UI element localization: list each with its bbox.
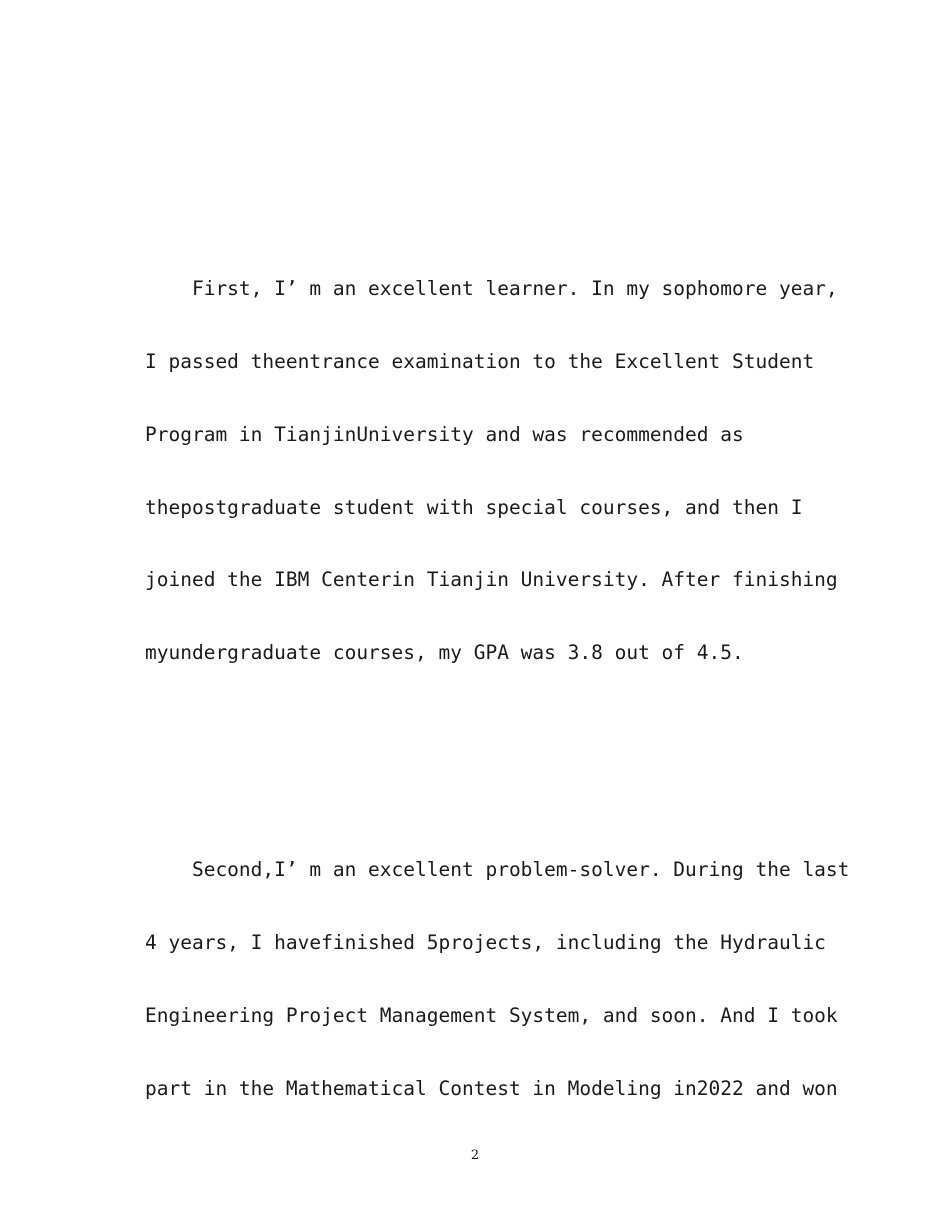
paragraph-2-line-4: part in the Mathematical Contest in Modeling in2022 and won <box>145 1077 838 1100</box>
paragraph-2-line-2: 4 years, I havefinished 5projects, including the Hydraulic <box>145 931 826 954</box>
paragraph-2-line-3: Engineering Project Management System, and soon. And I took <box>145 1004 838 1027</box>
paragraph-1-line-6: myundergraduate courses, my GPA was 3.8 out of 4.5. <box>145 641 744 664</box>
paragraph-1-line-2: I passed theentrance examination to the Excellent Student <box>145 350 815 373</box>
paragraph-1-line-4: thepostgraduate student with special courses, and then I <box>145 496 803 519</box>
paragraph-1-line-5: joined the IBM Centerin Tianjin University. After finishing <box>145 568 838 591</box>
paragraph-2-line-1: Second,I’ m an excellent problem-solver. During the last <box>145 858 850 881</box>
paragraph-1-line-3: Program in TianjinUniversity and was recommended as <box>145 423 744 446</box>
page-number: 2 <box>470 1148 480 1163</box>
paragraph-1-line-1: First, I’ m an excellent learner. In my sophomore year, <box>145 277 838 300</box>
